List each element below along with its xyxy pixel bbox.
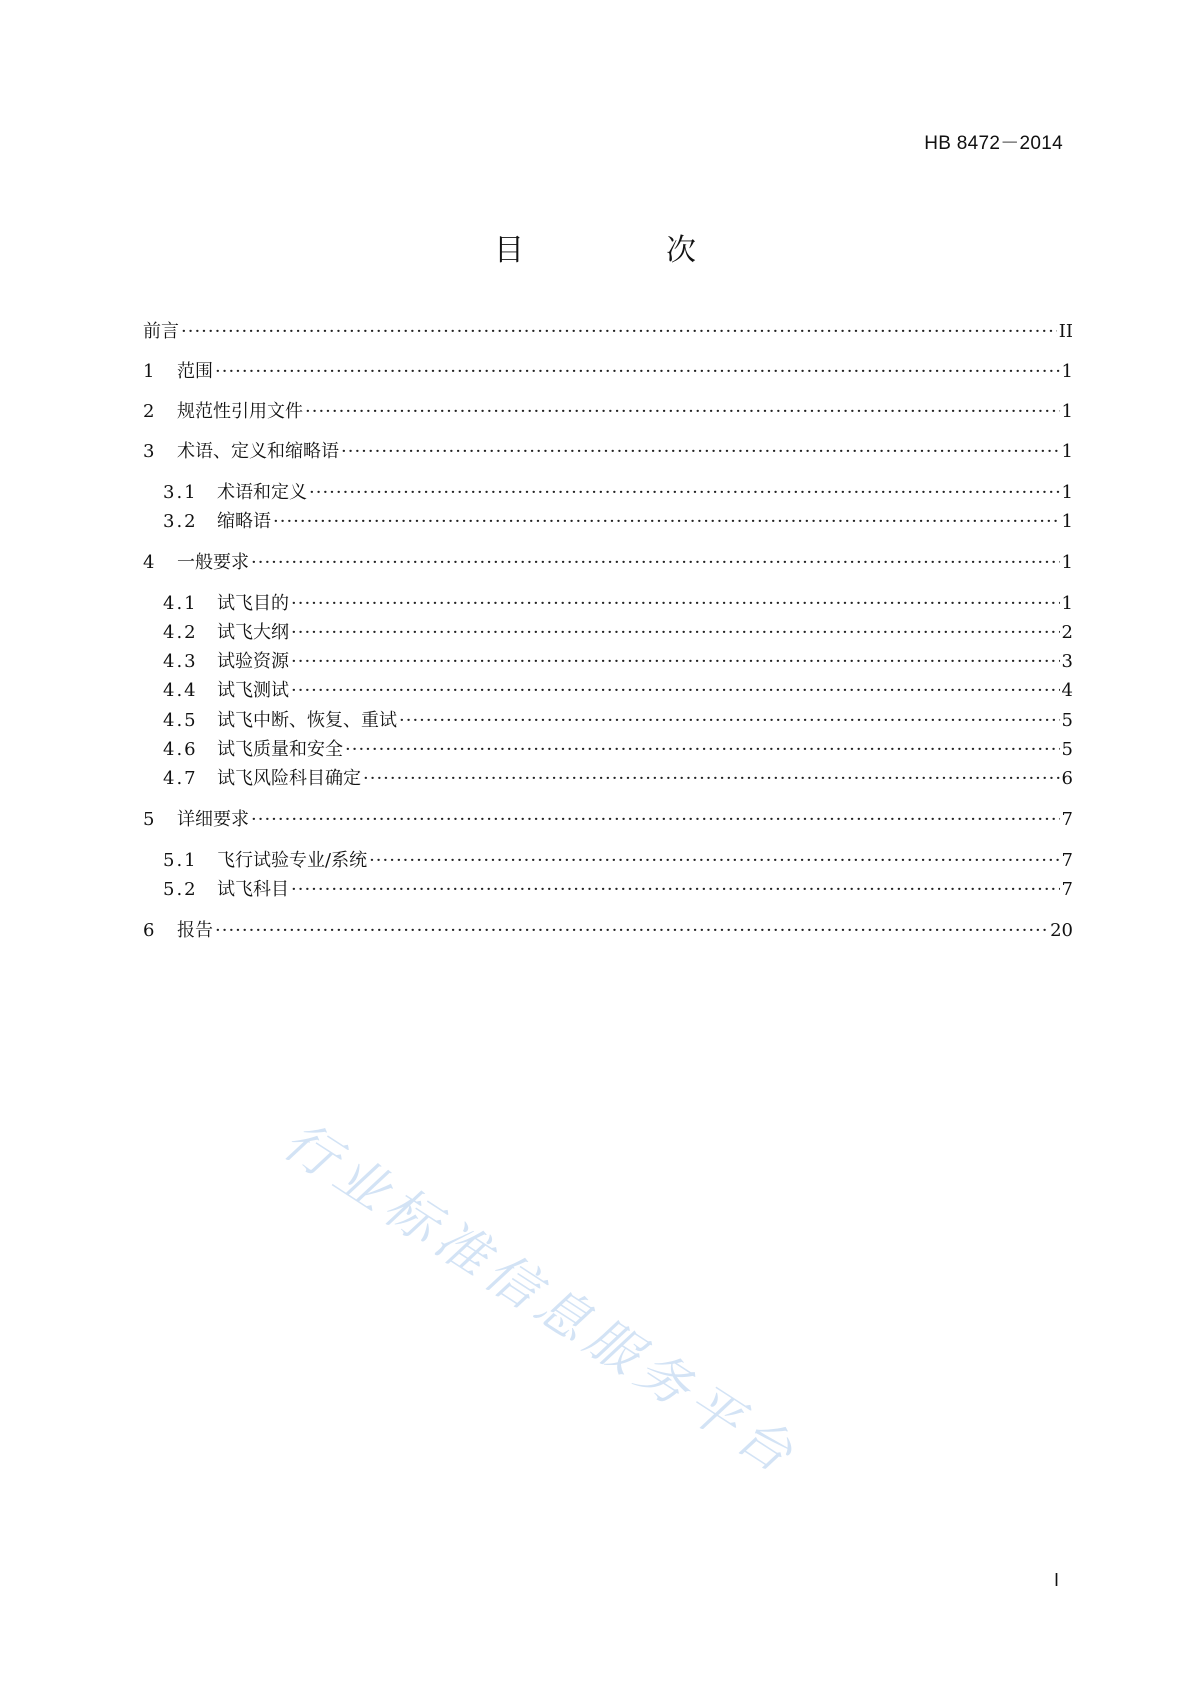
toc-dot-leader	[291, 677, 1060, 705]
toc-entry[interactable]	[143, 318, 1073, 346]
toc-entry-label: 试飞风险科目确定	[217, 768, 361, 789]
toc-entry-page: 2	[1061, 622, 1073, 643]
toc-entry-number: 4.1	[163, 593, 198, 614]
toc-dot-leader	[309, 479, 1060, 507]
toc-entry[interactable]	[143, 707, 1073, 735]
toc-entry-label: 详细要求	[177, 809, 249, 830]
toc-entry-label: 报告	[177, 920, 213, 941]
toc-entry-page: 20	[1050, 920, 1073, 941]
toc-entry[interactable]	[143, 508, 1073, 536]
toc-entry-page: 7	[1061, 850, 1073, 871]
toc-entry[interactable]	[143, 648, 1073, 676]
toc-entry-page: 7	[1061, 809, 1073, 830]
toc-dot-leader	[341, 438, 1060, 466]
toc-entry-label: 试飞中断、恢复、重试	[217, 710, 397, 731]
toc-entry[interactable]	[143, 438, 1073, 466]
toc-entry-number: 6	[143, 920, 155, 941]
toc-entry[interactable]	[143, 847, 1073, 875]
toc-entry-number: 4.7	[163, 768, 198, 789]
toc-entry-label: 前言	[143, 321, 179, 342]
toc-dot-leader	[215, 917, 1048, 945]
toc-entry-number: 2	[143, 401, 155, 422]
toc-entry-page: II	[1058, 321, 1073, 342]
toc-entry[interactable]	[143, 398, 1073, 426]
toc-dot-leader	[363, 765, 1060, 793]
toc-entry-number: 3.1	[163, 482, 198, 503]
toc-entry-page: 1	[1061, 441, 1073, 462]
toc-entry[interactable]	[143, 765, 1073, 793]
toc-entry-label: 规范性引用文件	[177, 401, 303, 422]
toc-entry-label: 试验资源	[217, 651, 289, 672]
toc-entry-label: 术语、定义和缩略语	[177, 441, 339, 462]
toc-entry[interactable]	[143, 677, 1073, 705]
toc-entry-label: 飞行试验专业/系统	[217, 850, 368, 871]
toc-entry-page: 1	[1061, 482, 1073, 503]
toc-entry-label: 一般要求	[177, 552, 249, 573]
toc-entry-number: 4.5	[163, 710, 198, 731]
toc-dot-leader	[369, 847, 1059, 875]
toc-entry[interactable]	[143, 619, 1073, 647]
toc-dot-leader	[181, 318, 1057, 346]
toc-entry-page: 5	[1061, 710, 1073, 731]
toc-entry[interactable]	[143, 917, 1073, 945]
toc-entry-page: 5	[1061, 739, 1073, 760]
toc-dot-leader	[291, 876, 1060, 904]
toc-entry-label: 试飞大纲	[217, 622, 289, 643]
toc-title: 目 次	[494, 233, 752, 268]
toc-entry-label: 试飞质量和安全	[217, 739, 343, 760]
toc-entry-number: 4.4	[163, 680, 198, 701]
toc-dot-leader	[345, 736, 1060, 764]
doc-code: HB 8472－2014	[924, 133, 1063, 154]
toc-entry-page: 1	[1061, 361, 1073, 382]
toc-dot-leader	[251, 806, 1060, 834]
toc-entry-label: 试飞目的	[217, 593, 289, 614]
toc-entry-number: 4	[143, 552, 155, 573]
toc-entry[interactable]	[143, 876, 1073, 904]
toc-entry-number: 4.6	[163, 739, 198, 760]
toc-dot-leader	[305, 398, 1060, 426]
toc-entry-page: 3	[1061, 651, 1073, 672]
toc-entry[interactable]	[143, 590, 1073, 618]
toc-entry-label: 试飞测试	[217, 680, 289, 701]
toc-entry-page: 1	[1061, 593, 1073, 614]
toc-entry-number: 3.2	[163, 511, 198, 532]
toc-dot-leader	[399, 707, 1060, 735]
toc-dot-leader	[215, 358, 1060, 386]
toc-entry-number: 5	[143, 809, 155, 830]
toc-dot-leader	[291, 648, 1060, 676]
toc-entry[interactable]	[143, 806, 1073, 834]
toc-entry[interactable]	[143, 736, 1073, 764]
toc-dot-leader	[273, 508, 1060, 536]
toc-entry-page: 6	[1061, 768, 1073, 789]
toc-entry[interactable]	[143, 479, 1073, 507]
toc-dot-leader	[291, 619, 1060, 647]
toc-entry-page: 4	[1061, 680, 1073, 701]
toc-entry-number: 4.3	[163, 651, 198, 672]
watermark: 行业标准信息服务平台	[272, 1110, 809, 1489]
toc-entry-number: 3	[143, 441, 155, 462]
page-number: I	[1053, 1570, 1059, 1590]
toc-entry-number: 1	[143, 361, 155, 382]
toc-entry-label: 缩略语	[217, 511, 271, 532]
toc-entry-page: 1	[1061, 552, 1073, 573]
toc-dot-leader	[291, 590, 1060, 618]
toc-entry-label: 范围	[177, 361, 213, 382]
toc-entry-page: 7	[1061, 879, 1073, 900]
toc-entry-number: 5.1	[163, 850, 198, 871]
toc-entry[interactable]	[143, 549, 1073, 577]
toc-entry[interactable]	[143, 358, 1073, 386]
toc-entry-label: 试飞科目	[217, 879, 289, 900]
toc-entry-number: 5.2	[163, 879, 198, 900]
toc-dot-leader	[251, 549, 1060, 577]
toc-entry-page: 1	[1061, 401, 1073, 422]
toc-entry-label: 术语和定义	[217, 482, 307, 503]
toc-entry-page: 1	[1061, 511, 1073, 532]
toc-entry-number: 4.2	[163, 622, 198, 643]
